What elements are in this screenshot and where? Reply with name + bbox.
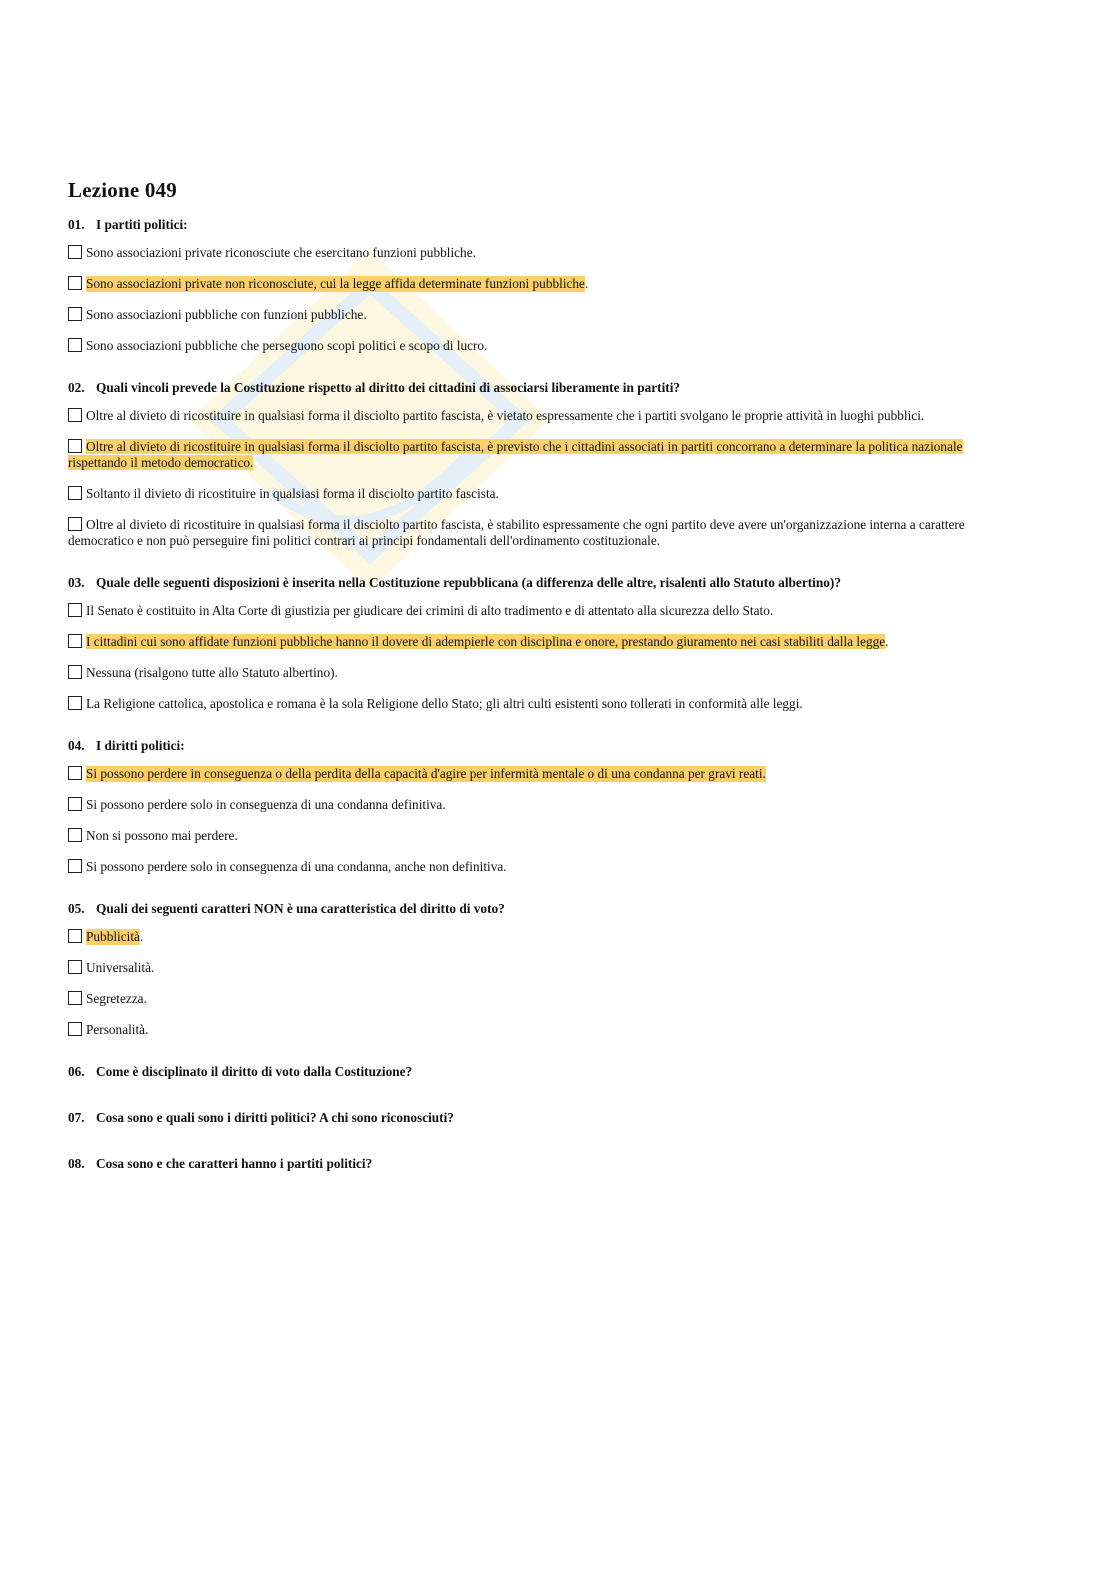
question-block	[68, 217, 1008, 354]
checkbox[interactable]	[68, 1022, 82, 1036]
question-text: Quali vincoli prevede la Costituzione rispetto al diritto dei cittadini di associarsi liberamente in partiti?	[96, 380, 681, 395]
option-text-suffix: .	[885, 634, 889, 649]
question-title	[68, 901, 1008, 917]
question-number: 06.	[68, 1064, 85, 1079]
open-question-block	[68, 1156, 1008, 1172]
question-text: Cosa sono e quali sono i diritti politici? A chi sono riconosciuti?	[96, 1110, 454, 1125]
question-text: Cosa sono e che caratteri hanno i partiti politici?	[96, 1156, 373, 1171]
answer-option[interactable]	[68, 486, 1008, 502]
option-text: Si possono perdere solo in conseguenza di una condanna, anche non definitiva.	[86, 859, 507, 874]
option-text: Segretezza.	[86, 991, 147, 1006]
answer-option[interactable]	[68, 603, 1008, 619]
option-text: Sono associazioni pubbliche con funzioni pubbliche.	[86, 307, 367, 322]
question-title	[68, 1064, 1008, 1080]
question-block	[68, 738, 1008, 875]
question-number: 03.	[68, 575, 85, 590]
option-text: Non si possono mai perdere.	[86, 828, 238, 843]
question-block	[68, 901, 1008, 1038]
answer-option[interactable]	[68, 991, 1008, 1007]
open-question-block	[68, 1110, 1008, 1126]
checkbox[interactable]	[68, 276, 82, 290]
checkbox[interactable]	[68, 245, 82, 259]
question-text: Come è disciplinato il diritto di voto dalla Costituzione?	[96, 1064, 413, 1079]
question-text: I partiti politici:	[96, 217, 188, 232]
open-question-block	[68, 1064, 1008, 1080]
option-text: Universalità.	[86, 960, 155, 975]
question-number: 08.	[68, 1156, 85, 1171]
option-text: Nessuna (risalgono tutte allo Statuto albertino).	[86, 665, 338, 680]
option-text: Oltre al divieto di ricostituire in qualsiasi forma il disciolto partito fascista, è stabilito espressamente che ogni partito deve avere un'organizzazione interna a carattere democratico e non può perseguire fini politici contrari ai principi fondamentali dell'ordinamento costituzionale.	[68, 517, 965, 548]
question-number: 01.	[68, 217, 85, 232]
question-number: 07.	[68, 1110, 85, 1125]
option-text: Oltre al divieto di ricostituire in qualsiasi forma il disciolto partito fascista, è vietato espressamente che i partiti svolgano le proprie attività in luoghi pubblici.	[86, 408, 925, 423]
checkbox[interactable]	[68, 766, 82, 780]
question-block	[68, 575, 1008, 712]
questions-list	[68, 217, 1008, 1038]
checkbox[interactable]	[68, 603, 82, 617]
checkbox[interactable]	[68, 665, 82, 679]
option-text: Il Senato è costituito in Alta Corte di giustizia per giudicare dei crimini di alto tradimento e di attentato alla sicurezza dello Stato.	[86, 603, 774, 618]
question-text: Quali dei seguenti caratteri NON è una caratteristica del diritto di voto?	[96, 901, 505, 916]
option-text: La Religione cattolica, apostolica e romana è la sola Religione dello Stato; gli altri culti esistenti sono tollerati in conformità alle leggi.	[86, 696, 803, 711]
option-text-suffix: .	[584, 276, 589, 291]
checkbox[interactable]	[68, 797, 82, 811]
lesson-title: Lezione 049	[68, 178, 177, 202]
question-number: 05.	[68, 901, 85, 916]
option-text: Personalità.	[86, 1022, 149, 1037]
answer-option[interactable]	[68, 1022, 1008, 1038]
answer-option[interactable]	[68, 828, 1008, 844]
highlighted-answer-text: Si possono perdere in conseguenza o della perdita della capacità d'agire per infermità mentale o di una condanna per gravi reati.	[86, 766, 766, 781]
checkbox[interactable]	[68, 960, 82, 974]
option-text-suffix: .	[139, 929, 144, 944]
open-questions-list	[68, 1064, 1008, 1172]
question-title	[68, 217, 1008, 233]
checkbox[interactable]	[68, 307, 82, 321]
question-title	[68, 738, 1008, 754]
question-title	[68, 1110, 1008, 1126]
option-text: Sono associazioni private riconosciute che esercitano funzioni pubbliche.	[86, 245, 476, 260]
checkbox[interactable]	[68, 991, 82, 1005]
checkbox[interactable]	[68, 859, 82, 873]
question-title	[68, 575, 1008, 591]
checkbox[interactable]	[68, 439, 82, 453]
highlighted-answer-text: Sono associazioni private non riconosciute, cui la legge affida determinate funzioni pubbliche	[86, 276, 585, 291]
question-text: Quale delle seguenti disposizioni è inserita nella Costituzione repubblicana (a differenza delle altre, risalenti allo Statuto albertino)?	[96, 575, 841, 590]
answer-option[interactable]	[68, 517, 1008, 549]
question-block	[68, 380, 1008, 549]
question-number: 04.	[68, 738, 85, 753]
answer-option[interactable]	[68, 439, 1008, 471]
option-text: Soltanto il divieto di ricostituire in qualsiasi forma il disciolto partito fascista.	[86, 486, 499, 501]
document-body	[68, 178, 1008, 1202]
answer-option[interactable]	[68, 665, 1008, 681]
answer-option[interactable]	[68, 766, 1008, 782]
answer-option[interactable]	[68, 859, 1008, 875]
checkbox[interactable]	[68, 408, 82, 422]
answer-option[interactable]	[68, 929, 1008, 945]
answer-option[interactable]	[68, 634, 1008, 650]
answer-option[interactable]	[68, 245, 1008, 261]
question-text: I diritti politici:	[96, 738, 185, 753]
answer-option[interactable]	[68, 797, 1008, 813]
answer-option[interactable]	[68, 338, 1008, 354]
answer-option[interactable]	[68, 307, 1008, 323]
answer-option[interactable]	[68, 408, 1008, 424]
option-text: Sono associazioni pubbliche che perseguono scopi politici e scopo di lucro.	[86, 338, 488, 353]
highlighted-answer-text: Oltre al divieto di ricostituire in qualsiasi forma il disciolto partito fascista, è previsto che i cittadini associati in partiti concorrano a determinare la politica nazionale rispettando il metodo democratico.	[68, 439, 963, 470]
question-number: 02.	[68, 380, 85, 395]
highlighted-answer-text: I cittadini cui sono affidate funzioni pubbliche hanno il dovere di adempierle con disciplina e onore, prestando giuramento nei casi stabiliti dalla legge	[86, 634, 886, 649]
answer-option[interactable]	[68, 960, 1008, 976]
checkbox[interactable]	[68, 517, 82, 531]
checkbox[interactable]	[68, 929, 82, 943]
checkbox[interactable]	[68, 486, 82, 500]
highlighted-answer-text: Pubblicità	[86, 929, 140, 944]
checkbox[interactable]	[68, 696, 82, 710]
checkbox[interactable]	[68, 338, 82, 352]
checkbox[interactable]	[68, 828, 82, 842]
question-title	[68, 1156, 1008, 1172]
option-text: Si possono perdere solo in conseguenza di una condanna definitiva.	[86, 797, 446, 812]
question-title	[68, 380, 1008, 396]
answer-option[interactable]	[68, 696, 1008, 712]
checkbox[interactable]	[68, 634, 82, 648]
answer-option[interactable]	[68, 276, 1008, 292]
